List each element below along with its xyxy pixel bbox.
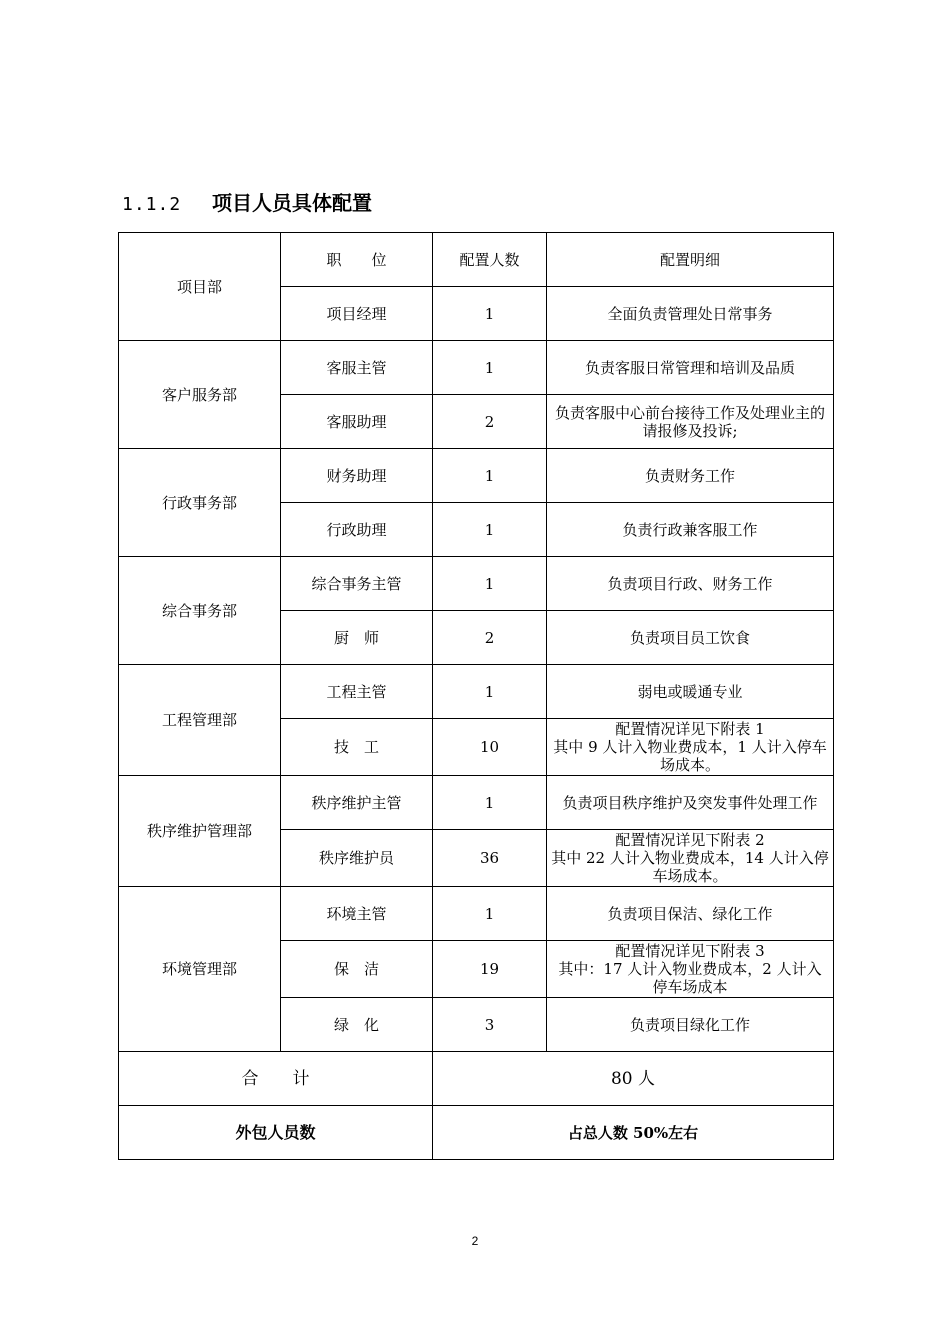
header-count: 配置人数 <box>433 233 547 287</box>
section-title: 项目人员具体配置 <box>212 191 372 215</box>
position-cell: 客服助理 <box>281 395 433 449</box>
table-row <box>119 233 834 287</box>
detail-cell: 负责客服中心前台接待工作及处理业主的请报修及投诉; <box>547 395 834 449</box>
dept-cell: 综合事务部 <box>119 557 281 665</box>
count-cell: 1 <box>433 287 547 341</box>
section-heading <box>122 188 372 220</box>
count-cell: 1 <box>433 887 547 941</box>
detail-cell: 配置情况详见下附表 1 其中 9 人计入物业费成本，1 人计入停车场成本。 <box>547 719 834 776</box>
count-cell: 1 <box>433 776 547 830</box>
table-row <box>119 557 834 611</box>
detail-cell: 负责客服日常管理和培训及品质 <box>547 341 834 395</box>
position-cell: 行政助理 <box>281 503 433 557</box>
count-cell: 2 <box>433 611 547 665</box>
position-cell: 工程主管 <box>281 665 433 719</box>
detail-cell: 配置情况详见下附表 3 其中：17 人计入物业费成本，2 人计入停车场成本 <box>547 941 834 998</box>
dept-cell: 秩序维护管理部 <box>119 776 281 887</box>
count-cell: 2 <box>433 395 547 449</box>
total-label: 合 计 <box>119 1052 433 1106</box>
position-cell: 客服主管 <box>281 341 433 395</box>
detail-cell: 全面负责管理处日常事务 <box>547 287 834 341</box>
detail-cell: 负责项目绿化工作 <box>547 998 834 1052</box>
position-cell: 综合事务主管 <box>281 557 433 611</box>
dept-cell: 项目部 <box>119 233 281 341</box>
staff-allocation-table <box>118 232 834 1160</box>
dept-cell: 行政事务部 <box>119 449 281 557</box>
dept-cell: 环境管理部 <box>119 887 281 1052</box>
count-cell: 1 <box>433 449 547 503</box>
detail-cell: 负责项目员工饮食 <box>547 611 834 665</box>
position-cell: 秩序维护主管 <box>281 776 433 830</box>
position-cell: 保 洁 <box>281 941 433 998</box>
table-row <box>119 665 834 719</box>
header-position: 职 位 <box>281 233 433 287</box>
table-row <box>119 776 834 830</box>
dept-cell: 工程管理部 <box>119 665 281 776</box>
count-cell: 1 <box>433 341 547 395</box>
dept-cell: 客户服务部 <box>119 341 281 449</box>
count-cell: 3 <box>433 998 547 1052</box>
page-number: 2 <box>471 1234 479 1248</box>
count-cell: 1 <box>433 503 547 557</box>
detail-cell: 配置情况详见下附表 2 其中 22 人计入物业费成本，14 人计入停车场成本。 <box>547 830 834 887</box>
count-cell: 1 <box>433 557 547 611</box>
detail-cell: 负责项目保洁、绿化工作 <box>547 887 834 941</box>
position-cell: 项目经理 <box>281 287 433 341</box>
detail-cell: 负责行政兼客服工作 <box>547 503 834 557</box>
count-cell: 10 <box>433 719 547 776</box>
position-cell: 环境主管 <box>281 887 433 941</box>
table-row <box>119 449 834 503</box>
header-detail: 配置明细 <box>547 233 834 287</box>
total-row <box>119 1052 834 1106</box>
position-cell: 绿 化 <box>281 998 433 1052</box>
count-cell: 36 <box>433 830 547 887</box>
table-row <box>119 887 834 941</box>
outsourced-row <box>119 1106 834 1160</box>
count-cell: 1 <box>433 665 547 719</box>
detail-cell: 负责项目行政、财务工作 <box>547 557 834 611</box>
position-cell: 秩序维护员 <box>281 830 433 887</box>
total-value: 80 人 <box>433 1052 834 1106</box>
position-cell: 技 工 <box>281 719 433 776</box>
detail-cell: 负责财务工作 <box>547 449 834 503</box>
section-number: 1.1.2 <box>122 194 182 215</box>
count-cell: 19 <box>433 941 547 998</box>
position-cell: 财务助理 <box>281 449 433 503</box>
table-row <box>119 341 834 395</box>
position-cell: 厨 师 <box>281 611 433 665</box>
detail-cell: 负责项目秩序维护及突发事件处理工作 <box>547 776 834 830</box>
outsourced-value: 占总人数 50%左右 <box>433 1106 834 1160</box>
detail-cell: 弱电或暖通专业 <box>547 665 834 719</box>
outsourced-label: 外包人员数 <box>119 1106 433 1160</box>
